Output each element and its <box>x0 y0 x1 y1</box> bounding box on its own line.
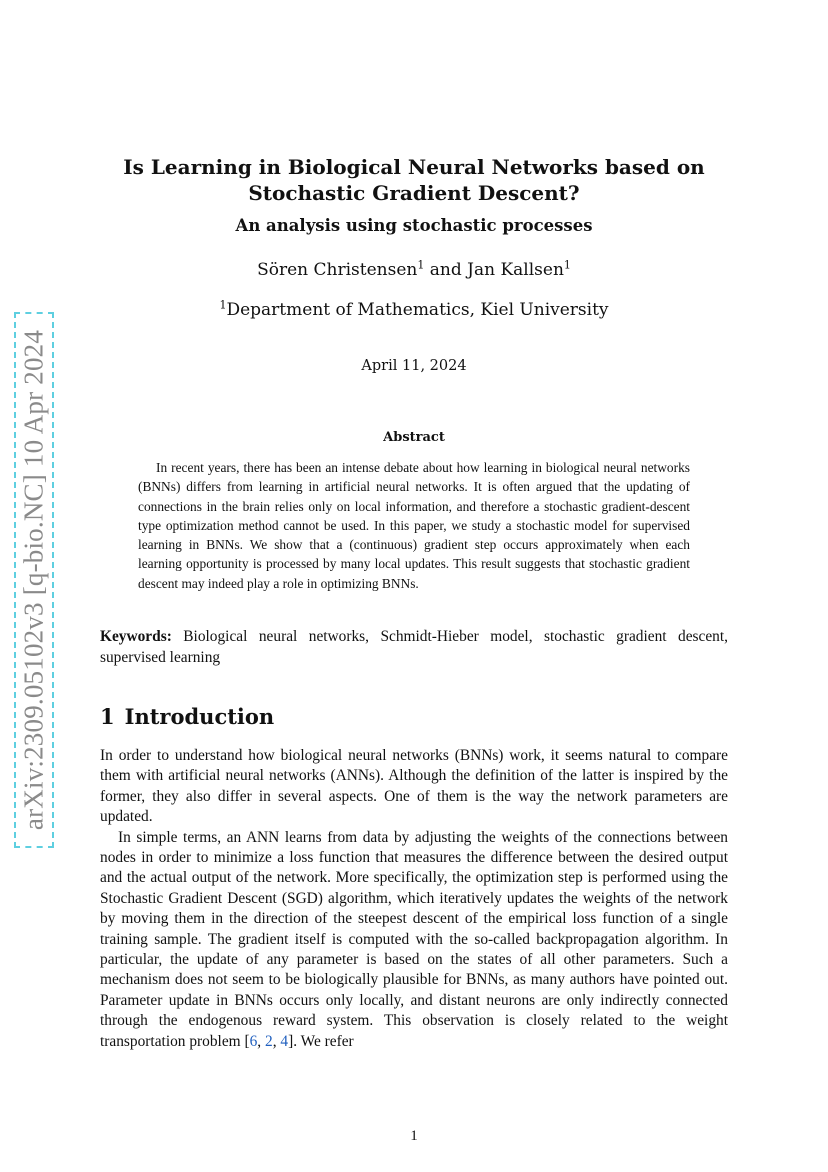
introduction-body <box>100 746 728 1052</box>
author-name: Sören Christensen <box>257 260 418 280</box>
abstract-body: In recent years, there has been an intense debate about how learning in biological neural networks (BNNs) differs from learning in artificial neural networks. It is often argued that the updating of connections in the brain relies only on local information, and therefore a stochastic gradient-descent type optimization method cannot be used. In this paper, we study a stochastic model for supervised learning in BNNs. We show that a (continuous) gradient step occurs approximately when each learning opportunity is processed by many local updates. This result suggests that stochastic gradient descent may indeed play a role in optimizing BNNs. <box>138 460 690 591</box>
section-title: Introduction <box>124 704 275 729</box>
citation-separator: , <box>272 1032 281 1050</box>
citation-separator: , <box>257 1032 265 1050</box>
affiliation <box>100 300 728 320</box>
paragraph <box>100 828 728 1052</box>
section-number: 1 <box>100 704 115 729</box>
citation-link[interactable]: 4 <box>280 1032 289 1050</box>
citation-link[interactable]: 2 <box>265 1032 273 1050</box>
page-number: 1 <box>410 1128 418 1144</box>
paragraph-text: ]. We refer <box>288 1032 354 1050</box>
paper-subtitle: An analysis using stochastic processes <box>235 216 593 235</box>
affiliation-mark: 1 <box>417 258 425 272</box>
affiliation-text: Department of Mathematics, Kiel University <box>226 300 609 320</box>
citation-link[interactable]: 6 <box>249 1032 258 1050</box>
title-line-1: Is Learning in Biological Neural Networks based on <box>123 155 705 179</box>
paragraph-text: In simple terms, an ANN learns from data by adjusting the weights of the connections between nodes in order to minimize a loss function that measures the difference between the desired output and the actual output of the network. More specifically, the optimization step is performed using the Stochastic Gradient Descent (SGD) algorithm, which iteratively updates the weights of the network by moving them in the direction of the steepest descent of the empirical loss function of a single training sample. The gradient itself is computed with the so-called backpropagation algorithm. In particular, the update of any parameter is based on the states of all other parameters. Such a mechanism does not seem to be biologically plausible for BNNs, as many authors have pointed out. Parameter update in BNNs occurs only locally, and distant neurons are only indirectly connected through the endogenous reward system. This observation is closely related to the weight transportation problem [ <box>100 828 728 1050</box>
title-line-2: Stochastic Gradient Descent? <box>248 181 580 205</box>
keywords-label: Keywords: <box>100 628 172 645</box>
section-heading <box>100 704 274 729</box>
paper-date: April 11, 2024 <box>361 358 467 374</box>
paper-title <box>100 154 728 206</box>
keywords <box>100 626 732 668</box>
affiliation-mark: 1 <box>563 258 571 272</box>
author-separator: and <box>424 260 468 280</box>
keywords-text: Biological neural networks, Schmidt-Hieber model, stochastic gradient descent, supervised learning <box>100 628 732 666</box>
paragraph: In order to understand how biological neural networks (BNNs) work, it seems natural to compare them with artificial neural networks (ANNs). Although the definition of the latter is inspired by the former, they also differ in several aspects. One of them is the way the network parameters are updated. <box>100 747 728 826</box>
affiliation-mark: 1 <box>219 298 227 312</box>
author-list <box>100 260 728 280</box>
arxiv-stamp-text: arXiv:2309.05102v3 [q-bio.NC] 10 Apr 2024 <box>18 329 49 831</box>
abstract-heading: Abstract <box>383 430 445 445</box>
author-name: Jan Kallsen <box>467 260 564 280</box>
arxiv-side-stamp[interactable] <box>14 312 54 848</box>
